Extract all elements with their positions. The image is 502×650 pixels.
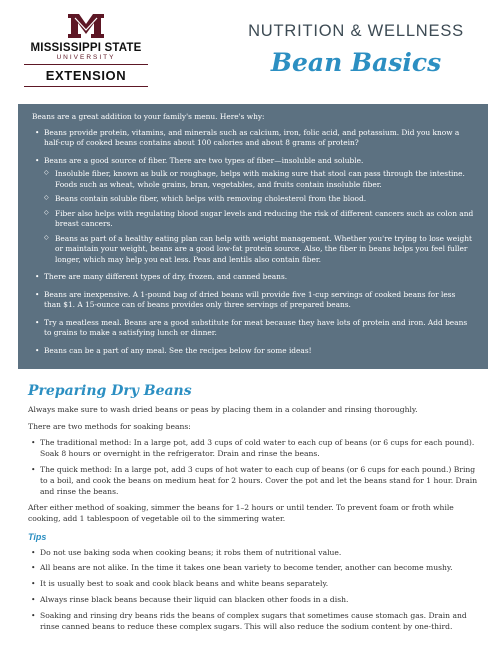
msu-extension-logo (16, 12, 156, 92)
paragraph: Always make sure to wash dried beans or peas by placing them in a colander and rinsing thoroughly. (28, 404, 418, 414)
list-item: • The traditional method: In a large pot, add 3 cups of cold water to each cup of beans (or 6 cups for each pound). Soak 8 hours or overnight in the refrigerator. Drain and rinse the beans. (28, 438, 478, 460)
logo-divider-bottom (24, 86, 148, 87)
document-title: Bean Basics (270, 48, 442, 77)
series-title: NUTRITION & WELLNESS (248, 22, 464, 40)
sub-list-item: ◇ Fiber also helps with regulating blood sugar levels and reducing the risk of different cancers such as colon and breast cancers. (44, 209, 474, 230)
fiber-sublist (44, 169, 474, 265)
tips-list (28, 548, 478, 633)
list-item: • Soaking and rinsing dry beans rids the beans of complex sugars that sometimes cause stomach gas. Drain and rinse canned beans to reduce these complex sugars. This will also reduce the sodium content by one-third. (28, 611, 478, 633)
list-item: • Beans provide protein, vitamins, and minerals such as calcium, iron, folic acid, and potassium. Did you know a half-cup of cooked beans contains about 100 calories and about 8 grams of protein? (32, 128, 474, 149)
msu-m-logo-icon (66, 12, 106, 40)
list-item: • The quick method: In a large pot, add 3 cups of hot water to each cup of beans (or 6 cups for each pound.) Bring to a boil, and cook the beans on medium heat for 2 hours. Cover the pot and let the beans stand for 1 hour. Drain and rinse the beans. (28, 465, 478, 497)
section-heading: Preparing Dry Beans (28, 383, 192, 399)
paragraph: After either method of soaking, simmer the beans for 1–2 hours or until tender. To prevent foam or froth while cooking, add 1 tablespoon of vegetable oil to the simmering water. (28, 503, 454, 524)
logo-university-name: MISSISSIPPI STATE (30, 42, 142, 54)
list-item: • There are many different types of dry, frozen, and canned beans. (32, 272, 474, 283)
benefits-list (32, 128, 474, 357)
paragraph: There are two methods for soaking beans: (28, 421, 191, 431)
list-item: • Try a meatless meal. Beans are a good substitute for meat because they have lots of protein and iron. Add beans to grains to make a satisfying lunch or dinner. (32, 318, 474, 339)
list-item: • Beans are inexpensive. A 1-pound bag of dried beans will provide five 1-cup servings of cooked beans for less than $1. A 15-ounce can of beans provides only three servings of prepared beans. (32, 290, 474, 311)
intro-box (18, 104, 488, 369)
methods-list (28, 438, 478, 497)
tips-heading: Tips (28, 531, 47, 542)
logo-divider (24, 64, 148, 65)
logo-extension: EXTENSION (45, 68, 127, 83)
sub-list-item: ◇ Beans contain soluble fiber, which helps with removing cholesterol from the blood. (44, 194, 474, 205)
intro-text: Beans are a great addition to your family's menu. Here's why: (32, 112, 265, 121)
list-item (32, 156, 474, 266)
page-header (0, 0, 502, 100)
list-item: • All beans are not alike. In the time it takes one bean variety to become tender, another can become mushy. (28, 563, 478, 574)
sub-list-item: ◇ Insoluble fiber, known as bulk or roughage, helps with making sure that stool can pass through the intestine. Foods such as wheat, whole grains, bran, vegetables, and fruits contain insoluble fiber. (44, 169, 474, 190)
sub-list-item: ◇ Beans as part of a healthy eating plan can help with weight management. Whether you're trying to lose weight or maintain your weight, beans are a good low-fat protein source. Also, the fiber in beans helps you feel fuller longer, which may help you eat less. Peas and lentils also contain fiber. (44, 234, 474, 266)
logo-university-sub: UNIVERSITY (56, 54, 116, 61)
list-item: • Do not use baking soda when cooking beans; it robs them of nutritional value. (28, 548, 478, 559)
list-item: • Always rinse black beans because their liquid can blacken other foods in a dish. (28, 595, 478, 606)
list-item: • Beans can be a part of any meal. See the recipes below for some ideas! (32, 346, 474, 357)
preparing-section (28, 382, 478, 638)
list-item-text: Beans are a good source of fiber. There are two types of fiber—insoluble and soluble. (44, 155, 364, 165)
list-item: • It is usually best to soak and cook black beans and white beans separately. (28, 579, 478, 590)
